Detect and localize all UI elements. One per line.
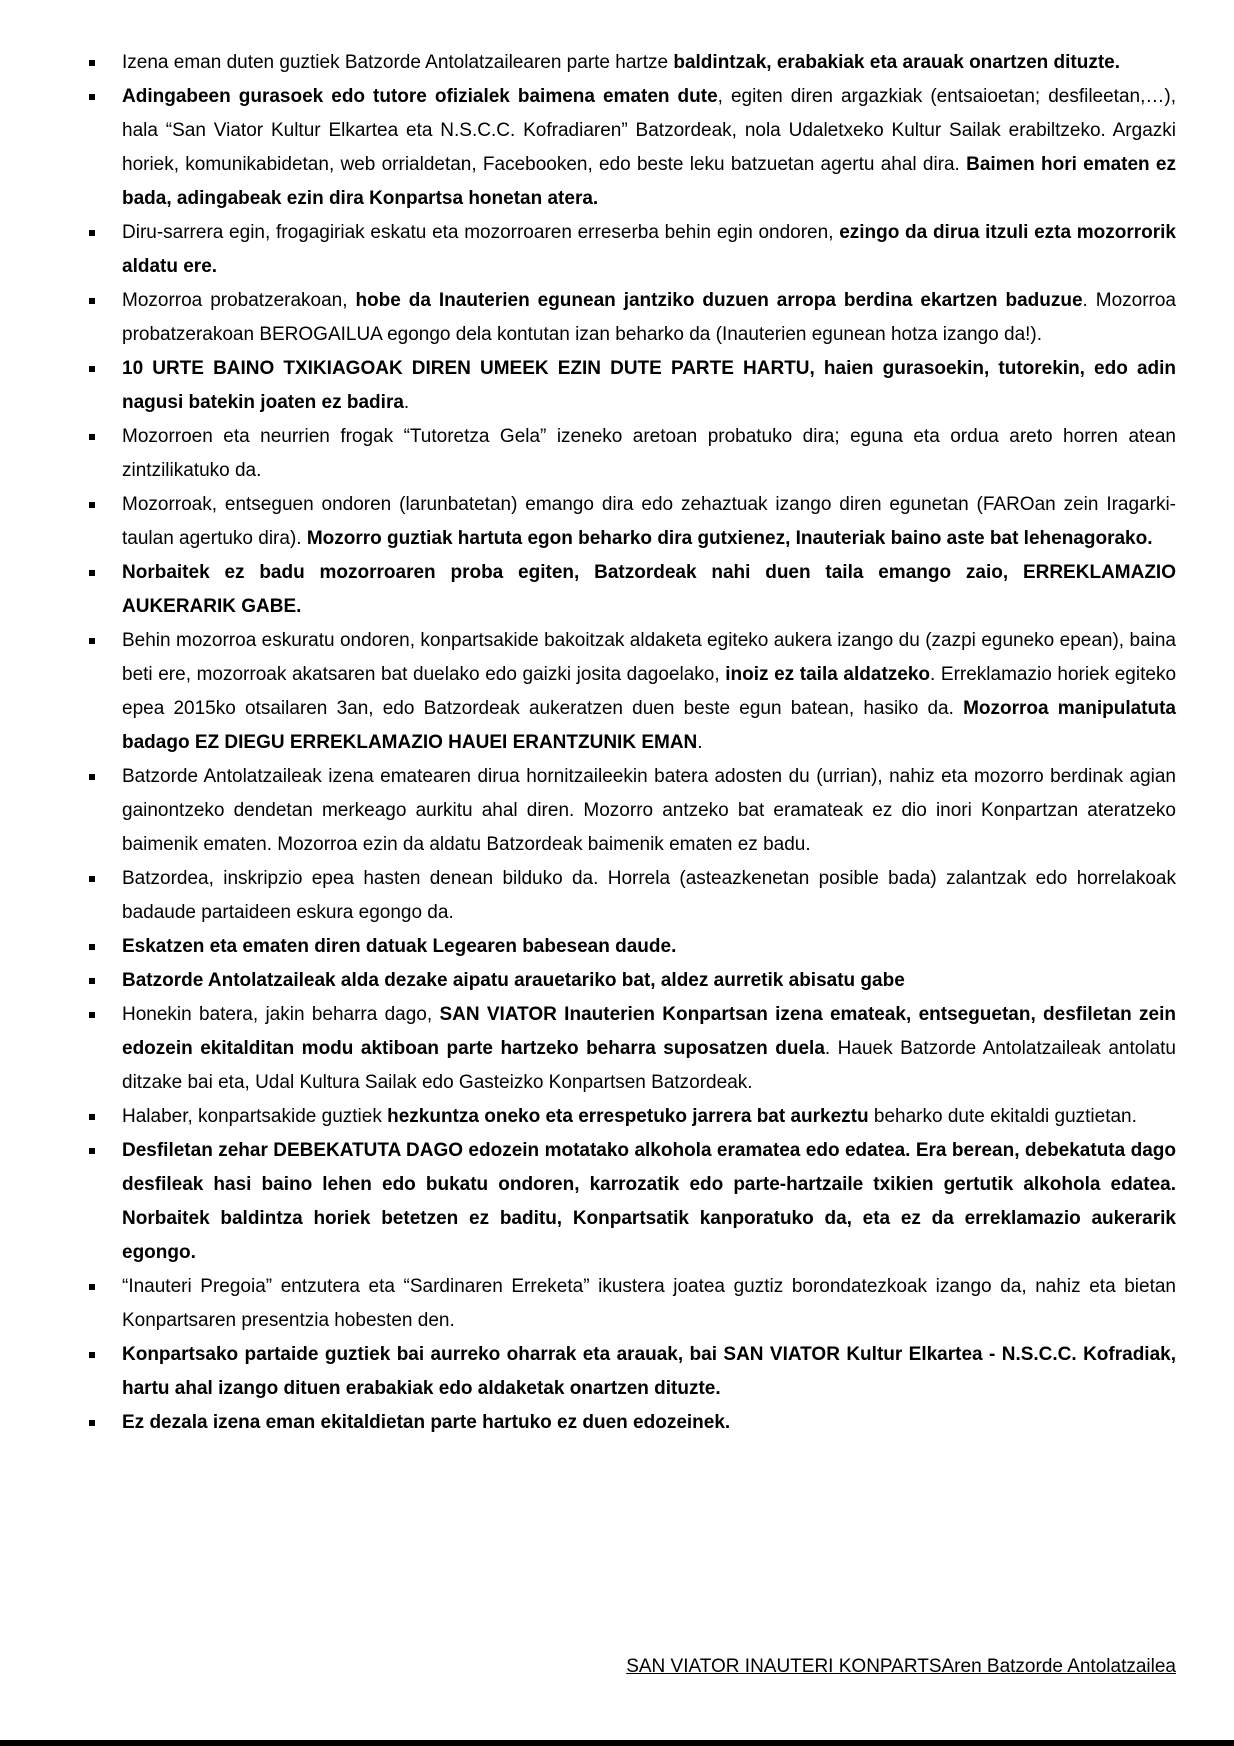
list-item [122, 1270, 1176, 1338]
text-run: beharko dute ekitaldi guztietan. [868, 1106, 1137, 1127]
text-run: Izena eman duten guztiek Batzorde Antolatzailearen parte hartze [122, 52, 674, 73]
list-item [122, 624, 1176, 760]
bold-text-run: baldintzak, erabakiak eta arauak onartzen dituzte. [673, 52, 1121, 73]
list-item [122, 998, 1176, 1100]
list-item [122, 760, 1176, 862]
list-item [122, 46, 1176, 80]
text-run: “Inauteri Pregoia” entzutera eta “Sardinaren Erreketa” ikustera joatea guztiz borondatezkoak izango da, nahiz eta bietan Konpartsaren presentzia hobesten den. [122, 1276, 1176, 1331]
text-run: Diru-sarrera egin, frogagiriak eskatu eta mozorroaren erreserba behin egin ondoren, [122, 222, 840, 243]
text-run: Batzordea, inskripzio epea hasten denean bilduko da. Horrela (asteazkenetan posible bada) zalantzak edo horrelakoak badaude partaideen eskura egongo da. [122, 868, 1176, 923]
list-item [122, 964, 1176, 998]
list-item [122, 930, 1176, 964]
list-item [122, 488, 1176, 556]
bold-text-run: Desfiletan zehar DEBEKATUTA DAGO edozein motatako alkohola eramatea edo edatea. Era berean, debekatuta dago desfileak hasi baino lehen edo bukatu ondoren, karrozatik edo parte-hartzaile txikien gertutik alkohola edatea. Norbaitek baldintza horiek betetzen ez baditu, Konpartsatik kanporatuko da, eta ez da erreklamazio aukerarik egongo. [122, 1140, 1176, 1263]
list-item [122, 216, 1176, 284]
list-item [122, 1338, 1176, 1406]
list-item [122, 862, 1176, 930]
bold-text-run: Mozorro guztiak hartuta egon beharko dira gutxienez, Inauteriak baino aste bat lehenagorako. [306, 528, 1153, 549]
text-run: Behin mozorroa eskuratu ondoren, konpartsakide bakoitzak aldaketa egiteko aukera izango du (zazpi eguneko epean), baina beti ere, mozorroak akatsaren bat duelako edo gaizki josita dagoelako, [122, 630, 1176, 685]
bold-text-run: hobe da Inauterien egunean jantziko duzuen arropa berdina ekartzen baduzue [355, 290, 1083, 311]
list-item [122, 352, 1176, 420]
bold-text-run: Batzorde Antolatzaileak alda dezake aipatu arauetariko bat, aldez aurretik abisatu gabe [122, 970, 905, 991]
bottom-bar [0, 1740, 1234, 1746]
list-item [122, 420, 1176, 488]
bold-text-run: SAN VIATOR Inauterien Konpartsan izena emateak, entseguetan, desfiletan zein edozein ekitalditan modu aktiboan parte hartzeko beharra suposatzen duela [122, 1004, 1176, 1059]
text-run: Honekin batera, jakin beharra dago, [122, 1004, 440, 1025]
text-run: Halaber, konpartsakide guztiek [122, 1106, 388, 1127]
text-run: . Hauek Batzorde Antolatzaileak antolatu ditzake bai eta, Udal Kultura Sailak edo Gasteizko Konpartsen Batzordeak. [122, 1038, 1176, 1093]
bold-text-run: Eskatzen eta ematen diren datuak Legearen babesean daude. [122, 936, 677, 957]
list-item [122, 80, 1176, 216]
signature-line: SAN VIATOR INAUTERI KONPARTSAren Batzorde Antolatzailea [626, 1656, 1176, 1677]
text-run: Batzorde Antolatzaileak izena ematearen dirua hornitzaileekin batera adosten du (urrian), nahiz eta mozorro berdinak agian gainontzeko dendetan merkeago aurkitu ahal diren. Mozorro antzeko bat eramateak ez dio inori Konpartzan ateratzeko baimenik ematen. Mozorroa ezin da aldatu Batzordeak baimenik ematen ez badu. [122, 766, 1176, 855]
bold-text-run: ezingo da dirua itzuli ezta mozorrorik aldatu ere. [122, 222, 1176, 277]
text-run: . [697, 732, 703, 753]
list-item [122, 1406, 1176, 1440]
bold-text-run: Konpartsako partaide guztiek bai aurreko oharrak eta arauak, bai SAN VIATOR Kultur Elkartea - N.S.C.C. Kofradiak, hartu ahal izango dituen erabakiak edo aldaketak onartzen dituzte. [122, 1344, 1176, 1399]
list-item [122, 556, 1176, 624]
bold-text-run: 10 URTE BAINO TXIKIAGOAK DIREN UMEEK EZIN DUTE PARTE HARTU, haien gurasoekin, tutorekin, edo adin nagusi batekin joaten ez badira [122, 358, 1176, 413]
bold-text-run: inoiz ez taila aldatzeko [725, 664, 931, 685]
text-run: Mozorroak, entseguen ondoren (larunbatetan) emango dira edo zehaztuak izango diren egunetan (FAROan zein Iragarki-taulan agertuko dira). [122, 494, 1176, 549]
bold-text-run: Adingabeen gurasoek edo tutore ofizialek baimena ematen dute [122, 86, 718, 107]
list-item [122, 1100, 1176, 1134]
list-item [122, 1134, 1176, 1270]
text-run: . Erreklamazio horiek egiteko epea 2015ko otsailaren 3an, edo Batzordeak aukeratzen duen beste egun batean, hasiko da. [122, 664, 1177, 719]
text-run: Mozorroen eta neurrien frogak “Tutoretza Gela” izeneko aretoan probatuko dira; eguna eta ordua areto horren atean zintzilikatuko da. [122, 426, 1176, 481]
text-run: . Mozorroa probatzerakoan BEROGAILUA egongo dela kontutan izan beharko da (Inauterien egunean hotza izango da!). [122, 290, 1176, 345]
bold-text-run: Mozorroa manipulatuta badago EZ DIEGU ERREKLAMAZIO HAUEI ERANTZUNIK EMAN [122, 698, 1177, 753]
text-run: , egiten diren argazkiak (entsaioetan; desfileetan,…), hala “San Viator Kultur Elkartea eta N.S.C.C. Kofradiaren” Batzordeak, nola Udaletxeko Kultur Sailak erabiltzeko. Argazki horiek, komunikabidetan, web orrialdetan, Facebooken, edo beste leku batzuetan agertu ahal dira. [122, 86, 1176, 175]
text-run: . [403, 392, 410, 413]
bold-text-run: hezkuntza oneko eta errespetuko jarrera bat aurkeztu [387, 1106, 869, 1127]
list-item [122, 284, 1176, 352]
bold-text-run: Baimen hori ematen ez bada, adingabeak ezin dira Konpartsa honetan atera. [122, 154, 1176, 209]
bold-text-run: Norbaitek ez badu mozorroaren proba egiten, Batzordeak nahi duen taila emango zaio, ERREKLAMAZIO AUKERARIK GABE. [122, 562, 1176, 617]
bold-text-run: Ez dezala izena eman ekitaldietan parte hartuko ez duen edozeinek. [122, 1412, 731, 1433]
text-run: Mozorroa probatzerakoan, [122, 290, 356, 311]
